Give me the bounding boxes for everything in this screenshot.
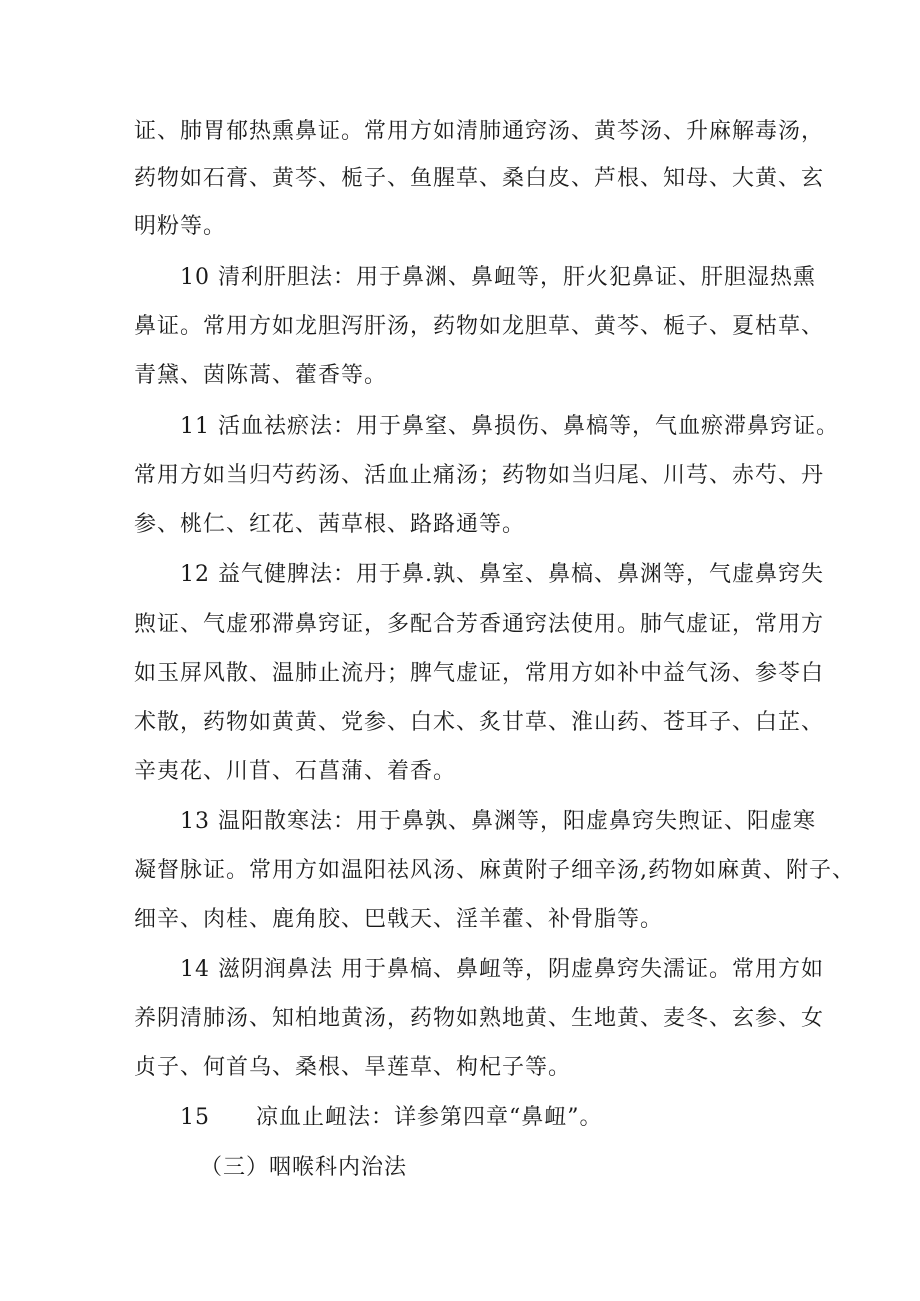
text-line: 养阴清肺汤、知柏地黄汤，药物如熟地黄、生地黄、麦冬、玄参、女 [134, 1006, 825, 1031]
text-line: 凝督脉证。常用方如温阳祛风汤、麻黄附子细辛汤,药物如麻黄、附子、 [134, 858, 855, 883]
text-line: 术散，药物如黄黄、党参、白术、炙甘草、淮山药、苍耳子、白芷、 [134, 710, 825, 735]
text-line: 鼻证。常用方如龙胆泻肝汤，药物如龙胆草、黄芩、栀子、夏枯草、 [134, 314, 825, 339]
text-line: 细辛、肉桂、鹿角胶、巴戟天、淫羊藿、补骨脂等。 [134, 907, 664, 932]
text-line: 常用方如当归芍药汤、活血止痛汤；药物如当归尾、川芎、赤芍、丹 [134, 463, 825, 488]
paragraph-14-heading: 14 滋阴润鼻法 用于鼻槁、鼻衄等，阴虚鼻窍失濡证。常用方如 [180, 957, 824, 982]
text-line: 证、肺胃郁热熏鼻证。常用方如清肺通窍汤、黄芩汤、升麻解毒汤， [134, 119, 825, 144]
text-line: 参、桃仁、红花、茜草根、路路通等。 [134, 512, 526, 537]
paragraph-11-heading: 11 活血祛瘀法：用于鼻窒、鼻损伤、鼻槁等，气血瘀滞鼻窍证。 [180, 414, 839, 439]
text-line: 药物如石膏、黄芩、栀子、鱼腥草、桑白皮、芦根、知母、大黄、玄 [134, 166, 825, 191]
text-line: 辛夷花、川苜、石菖蒲、着香。 [134, 759, 457, 784]
paragraph-13-heading: 13 温阳散寒法：用于鼻孰、鼻渊等，阳虚鼻窍失煦证、阳虚寒 [180, 809, 816, 834]
paragraph-10-heading: 10 清利肝胆法：用于鼻渊、鼻衄等，肝火犯鼻证、肝胆湿热熏 [180, 265, 816, 290]
text-line: 贞子、何首乌、桑根、旱莲草、枸杞子等。 [134, 1055, 572, 1080]
section-heading: （三）咽喉科内治法 [200, 1155, 408, 1180]
paragraph-15-heading: 15 凉血止衄法：详参第四章“鼻衄”。 [180, 1105, 603, 1130]
text-line: 明粉等。 [134, 214, 227, 239]
paragraph-12-heading: 12 益气健脾法：用于鼻.孰、鼻室、鼻槁、鼻渊等，气虚鼻窍失 [180, 562, 824, 587]
text-line: 青黛、茵陈蒿、藿香等。 [134, 363, 388, 388]
text-line: 煦证、气虚邪滞鼻窍证，多配合芳香通窍法使用。肺气虚证，常用方 [134, 612, 825, 637]
text-line: 如玉屏风散、温肺止流丹；脾气虚证，常用方如补中益气汤、参苓白 [134, 661, 825, 686]
